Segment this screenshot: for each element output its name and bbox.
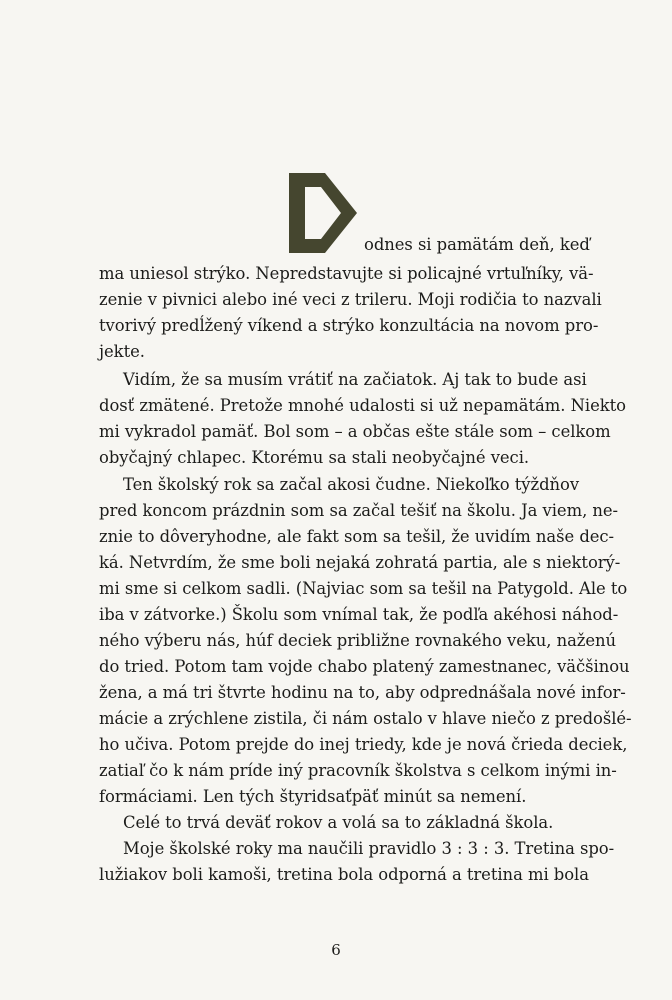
text-line: ného výberu nás, húf deciek približne rovnakého veku, naženú — [99, 631, 617, 650]
text-line: iba v zátvorke.) Školu som vnímal tak, že podľa akéhosi náhod- — [99, 605, 619, 624]
page-number: 6 — [331, 941, 341, 959]
text-line: žena, a má tri štvrte hodinu na to, aby odprednášala nové infor- — [99, 683, 626, 702]
text-line: pred koncom prázdnin som sa začal tešiť na školu. Ja viem, ne- — [99, 501, 619, 520]
text-line: jekte. — [99, 342, 145, 361]
text-line: odnes si pamätám deň, keď — [364, 235, 590, 254]
text-line: dosť zmätené. Pretože mnohé udalosti si už nepamätám. Niekto — [99, 396, 626, 415]
text-line: Ten školský rok sa začal akosi čudne. Niekoľko týždňov — [123, 475, 580, 494]
text-line: ma uniesol strýko. Nepredstavujte si policajné vrtuľníky, vä- — [99, 264, 594, 283]
text-line: Celé to trvá deväť rokov a volá sa to základná škola. — [123, 813, 554, 832]
text-line: mi vykradol pamäť. Bol som – a občas ešte stále som – celkom — [99, 422, 611, 441]
drop-cap-d-glyph — [289, 173, 357, 253]
text-line: ho učiva. Potom prejde do inej triedy, kde je nová črieda deciek, — [99, 735, 628, 754]
text-line: do tried. Potom tam vojde chabo platený zamestnanec, väčšinou — [99, 657, 630, 676]
text-line: zenie v pivnici alebo iné veci z trileru. Moji rodičia to nazvali — [99, 290, 602, 309]
text-line: mi sme si celkom sadli. (Najviac som sa tešil na Patygold. Ale to — [99, 579, 628, 598]
text-line: lužiakov boli kamoši, tretina bola odporná a tretina mi bola — [99, 865, 589, 884]
text-line: mácie a zrýchlene zistila, či nám ostalo v hlave niečo z predošlé- — [99, 709, 632, 728]
text-line: znie to dôveryhodne, ale fakt som sa tešil, že uvidím naše dec- — [99, 527, 615, 546]
text-line: tvorivý predĺžený víkend a strýko konzultácia na novom pro- — [99, 316, 599, 335]
text-line: formáciami. Len tých štyridsaťpäť minút sa nemení. — [99, 787, 527, 806]
drop-cap-letter-d — [289, 173, 357, 253]
text-line: Moje školské roky ma naučili pravidlo 3 : 3 : 3. Tretina spo- — [123, 839, 615, 858]
text-line: zatiaľ čo k nám príde iný pracovník školstva s celkom inými in- — [99, 761, 617, 780]
text-line: Vidím, že sa musím vrátiť na začiatok. Aj tak to bude asi — [123, 370, 587, 389]
text-line: obyčajný chlapec. Ktorému sa stali neobyčajné veci. — [99, 448, 530, 467]
text-line: ká. Netvrdím, že sme boli nejaká zohratá partia, ale s niektorý- — [99, 553, 621, 572]
